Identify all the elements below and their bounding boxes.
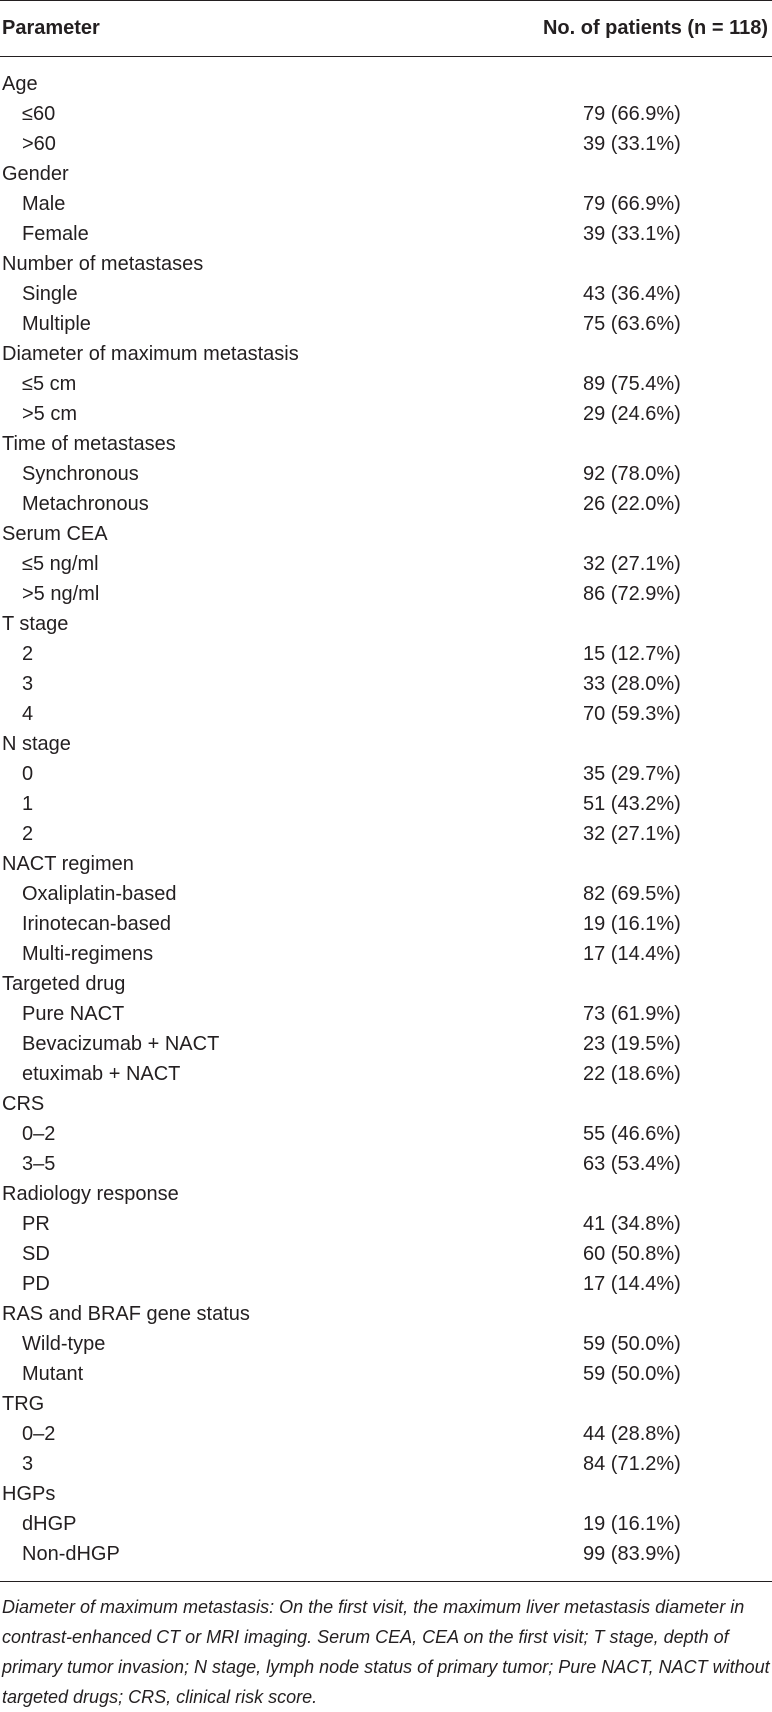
row-label: Male bbox=[22, 193, 66, 215]
row-label: N stage bbox=[2, 733, 71, 755]
table-group-row bbox=[0, 429, 772, 459]
row-value: 89 (75.4%) bbox=[583, 373, 681, 395]
row-label: PR bbox=[22, 1213, 50, 1235]
table-row bbox=[0, 579, 772, 609]
table-row bbox=[0, 459, 772, 489]
header-parameter: Parameter bbox=[2, 17, 100, 39]
row-value: 59 (50.0%) bbox=[583, 1363, 681, 1385]
table-row bbox=[0, 1539, 772, 1569]
row-value: 32 (27.1%) bbox=[583, 553, 681, 575]
row-label: CRS bbox=[2, 1093, 45, 1115]
row-label: ≤5 cm bbox=[22, 373, 77, 395]
row-value: 26 (22.0%) bbox=[583, 493, 681, 515]
row-label: Single bbox=[22, 283, 78, 305]
table-row bbox=[0, 639, 772, 669]
row-label: NACT regimen bbox=[2, 853, 134, 875]
row-label: SD bbox=[22, 1243, 50, 1265]
row-label: Age bbox=[2, 73, 38, 95]
table-row bbox=[0, 549, 772, 579]
row-value: 39 (33.1%) bbox=[583, 133, 681, 155]
row-label: etuximab + NACT bbox=[22, 1063, 181, 1085]
table-row bbox=[0, 369, 772, 399]
table-row bbox=[0, 759, 772, 789]
row-label: Pure NACT bbox=[22, 1003, 125, 1025]
row-label: Bevacizumab + NACT bbox=[22, 1033, 220, 1055]
table-row bbox=[0, 399, 772, 429]
row-label: Synchronous bbox=[22, 463, 139, 485]
row-label: Metachronous bbox=[22, 493, 149, 515]
row-label: Non-dHGP bbox=[22, 1543, 120, 1565]
row-value: 79 (66.9%) bbox=[583, 193, 681, 215]
table-group-row bbox=[0, 1179, 772, 1209]
row-value: 84 (71.2%) bbox=[583, 1453, 681, 1475]
row-value: 17 (14.4%) bbox=[583, 1273, 681, 1295]
row-value: 92 (78.0%) bbox=[583, 463, 681, 485]
row-label: Female bbox=[22, 223, 89, 245]
row-label: Targeted drug bbox=[2, 973, 126, 995]
row-value: 70 (59.3%) bbox=[583, 703, 681, 725]
table-row bbox=[0, 789, 772, 819]
row-label: >5 cm bbox=[22, 403, 78, 425]
row-value: 86 (72.9%) bbox=[583, 583, 681, 605]
table-group-row bbox=[0, 609, 772, 639]
row-value: 51 (43.2%) bbox=[583, 793, 681, 815]
row-label: >60 bbox=[22, 133, 56, 155]
row-label: 1 bbox=[22, 793, 34, 815]
row-value: 23 (19.5%) bbox=[583, 1033, 681, 1055]
row-label: Number of metastases bbox=[2, 253, 204, 275]
row-label: HGPs bbox=[2, 1483, 56, 1505]
table-group-row bbox=[0, 249, 772, 279]
row-label: 3–5 bbox=[22, 1153, 56, 1175]
table-row bbox=[0, 129, 772, 159]
row-value: 39 (33.1%) bbox=[583, 223, 681, 245]
row-value: 15 (12.7%) bbox=[583, 643, 681, 665]
table-row bbox=[0, 1509, 772, 1539]
row-label: 3 bbox=[22, 1453, 34, 1475]
row-label: PD bbox=[22, 1273, 50, 1295]
row-value: 59 (50.0%) bbox=[583, 1333, 681, 1355]
row-label: ≤5 ng/ml bbox=[22, 553, 99, 575]
table-group-row bbox=[0, 1389, 772, 1419]
row-value: 35 (29.7%) bbox=[583, 763, 681, 785]
table-body bbox=[0, 57, 772, 1569]
table-row bbox=[0, 699, 772, 729]
row-label: dHGP bbox=[22, 1513, 77, 1535]
row-label: RAS and BRAF gene status bbox=[2, 1303, 250, 1325]
row-value: 19 (16.1%) bbox=[583, 1513, 681, 1535]
row-label: ≤60 bbox=[22, 103, 56, 125]
row-label: Irinotecan-based bbox=[22, 913, 171, 935]
row-label: Time of metastases bbox=[2, 433, 176, 455]
row-value: 99 (83.9%) bbox=[583, 1543, 681, 1565]
row-value: 60 (50.8%) bbox=[583, 1243, 681, 1265]
table-row bbox=[0, 1029, 772, 1059]
row-value: 73 (61.9%) bbox=[583, 1003, 681, 1025]
row-value: 55 (46.6%) bbox=[583, 1123, 681, 1145]
row-label: Mutant bbox=[22, 1363, 84, 1385]
table-group-row bbox=[0, 519, 772, 549]
row-label: 3 bbox=[22, 673, 34, 695]
table-row bbox=[0, 99, 772, 129]
row-label: TRG bbox=[2, 1393, 45, 1415]
table-group-row bbox=[0, 159, 772, 189]
row-label: Multiple bbox=[22, 313, 91, 335]
table-group-row bbox=[0, 1089, 772, 1119]
table-row bbox=[0, 669, 772, 699]
row-value: 33 (28.0%) bbox=[583, 673, 681, 695]
table-row bbox=[0, 819, 772, 849]
table-row bbox=[0, 309, 772, 339]
row-label: 4 bbox=[22, 703, 34, 725]
table-row bbox=[0, 1239, 772, 1269]
table-row bbox=[0, 189, 772, 219]
table-row bbox=[0, 1359, 772, 1389]
table-row bbox=[0, 1209, 772, 1239]
row-label: 2 bbox=[22, 823, 34, 845]
row-label: >5 ng/ml bbox=[22, 583, 100, 605]
table-row bbox=[0, 939, 772, 969]
row-label: Wild-type bbox=[22, 1333, 106, 1355]
table-group-row bbox=[0, 729, 772, 759]
table-group-row bbox=[0, 969, 772, 999]
table-row bbox=[0, 1329, 772, 1359]
header-patients: No. of patients (n = 118) bbox=[542, 17, 768, 39]
row-value: 41 (34.8%) bbox=[583, 1213, 681, 1235]
table-row bbox=[0, 1269, 772, 1299]
row-value: 29 (24.6%) bbox=[583, 403, 681, 425]
table-row bbox=[0, 1119, 772, 1149]
row-value: 79 (66.9%) bbox=[583, 103, 681, 125]
table-row bbox=[0, 219, 772, 249]
table-row bbox=[0, 1149, 772, 1179]
row-label: Multi-regimens bbox=[22, 943, 154, 965]
table-group-row bbox=[0, 339, 772, 369]
table-group-row bbox=[0, 849, 772, 879]
row-label: 0–2 bbox=[22, 1423, 56, 1445]
row-label: Diameter of maximum metastasis bbox=[2, 343, 299, 365]
row-label: Serum CEA bbox=[2, 523, 108, 545]
row-value: 82 (69.5%) bbox=[583, 883, 681, 905]
row-label: T stage bbox=[2, 613, 69, 635]
row-value: 43 (36.4%) bbox=[583, 283, 681, 305]
table-header bbox=[0, 0, 772, 57]
table-row bbox=[0, 279, 772, 309]
table-row bbox=[0, 909, 772, 939]
row-label: 0–2 bbox=[22, 1123, 56, 1145]
row-value: 44 (28.8%) bbox=[583, 1423, 681, 1445]
table-group-row bbox=[0, 1299, 772, 1329]
table-row bbox=[0, 1449, 772, 1479]
table-group-row bbox=[0, 69, 772, 99]
row-label: 2 bbox=[22, 643, 34, 665]
table-row bbox=[0, 1059, 772, 1089]
row-value: 75 (63.6%) bbox=[583, 313, 681, 335]
table-row bbox=[0, 1419, 772, 1449]
row-value: 19 (16.1%) bbox=[583, 913, 681, 935]
table-group-row bbox=[0, 1479, 772, 1509]
table-row bbox=[0, 999, 772, 1029]
table-footnote: Diameter of maximum metastasis: On the first visit, the maximum liver metastasis diameter in contrast-enhanced CT or MRI imaging. Serum CEA, CEA on the first visit; T stage, depth of primary tumor invasion; N stage, lymph node status of primary tumor; Pure NACT, NACT without targeted drugs; CRS, clinical risk score. bbox=[2, 1597, 770, 1707]
row-value: 32 (27.1%) bbox=[583, 823, 681, 845]
row-value: 22 (18.6%) bbox=[583, 1063, 681, 1085]
table-row bbox=[0, 489, 772, 519]
table-row bbox=[0, 879, 772, 909]
row-label: Gender bbox=[2, 163, 69, 185]
row-label: Radiology response bbox=[2, 1183, 179, 1205]
row-value: 63 (53.4%) bbox=[583, 1153, 681, 1175]
row-label: 0 bbox=[22, 763, 34, 785]
row-value: 17 (14.4%) bbox=[583, 943, 681, 965]
row-label: Oxaliplatin-based bbox=[22, 883, 177, 905]
